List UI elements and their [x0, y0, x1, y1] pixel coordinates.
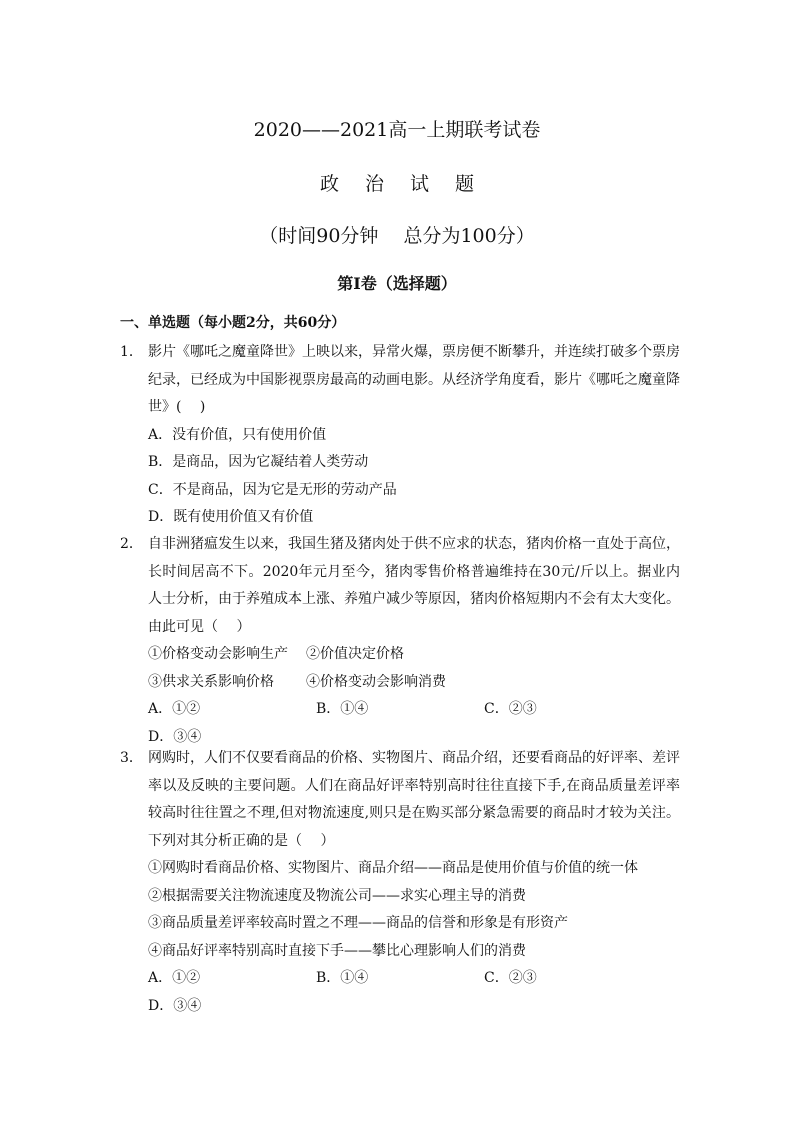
question-number: 3．: [120, 750, 143, 766]
question-stem: [120, 531, 680, 641]
option-d: D．既有使用价值又有价值: [148, 509, 314, 525]
option-a: A．①②: [148, 701, 201, 717]
option-a: A．①②: [148, 970, 201, 986]
option-b: B．是商品，因为它凝结着人类劳动: [148, 454, 369, 470]
statement-3: ③供求关系影响价格: [148, 673, 274, 690]
question-stem: [120, 339, 680, 422]
option-b: B．①④: [316, 970, 369, 986]
question-number: 1．: [120, 344, 143, 360]
time-info: （时间90分钟 总分为100分）: [259, 225, 535, 247]
section-heading: 一、单选题（每小题2分，共60分）: [120, 315, 346, 331]
question-text: 网购时，人们不仅要看商品的价格、实物图片、商品介绍，还要看商品的好评率、差评率以及反映的主要问题。人们在商品好评率特别高时往往直接下手,在商品质量差评率较高时往往置之不理,但对物流速度,则只是在购买部分紧急需要的商品时才较为关注。下列对其分析正确的是（ ）: [148, 750, 680, 849]
option-d: D．③④: [148, 728, 202, 745]
part-title: 第Ⅰ卷（选择题）: [337, 274, 457, 293]
statement-2: ②价值决定价格: [306, 646, 404, 662]
option-row: [120, 965, 680, 993]
statement-1: ①价格变动会影响生产: [148, 646, 288, 662]
question-1: [120, 339, 680, 532]
option-a: A．没有价值，只有使用价值: [148, 426, 327, 443]
question-text: 影片《哪吒之魔童降世》上映以来，异常火爆，票房便不断攀升，并连续打破多个票房纪录，已经成为中国影视票房最高的动画电影。从经济学角度看，影片《哪吒之魔童降世》( ): [148, 344, 680, 415]
question-3: [120, 745, 680, 1020]
option-row: [120, 696, 680, 724]
statement-3: ③商品质量差评率较高时置之不理——商品的信誉和形象是有形资产: [148, 915, 568, 931]
statement-4: ④商品好评率特别高时直接下手——攀比心理影响人们的消费: [148, 942, 526, 959]
option-c: C．②③: [484, 970, 537, 986]
option-c: C．②③: [484, 701, 537, 717]
option-c: C．不是商品，因为它是无形的劳动产品: [148, 481, 397, 498]
option-b: B．①④: [316, 701, 369, 717]
exam-title: 2020——2021高一上期联考试卷: [253, 119, 541, 141]
statement-1: ①网购时看商品价格、实物图片、商品介绍——商品是使用价值与价值的统一体: [148, 860, 638, 876]
option-d: D．③④: [148, 997, 202, 1014]
question-number: 2．: [120, 536, 143, 552]
statement-row: [120, 669, 680, 697]
question-text: 自非洲猪瘟发生以来，我国生猪及猪肉处于供不应求的状态，猪肉价格一直处于高位，长时间居高不下。2020年元月至今，猪肉零售价格普遍维持在30元/斤以上。据业内人士分析，由于养殖成本上涨、养殖户减少等原因，猪肉价格短期内不会有太大变化。由此可见（ ）: [148, 536, 680, 635]
subject-title: 政治试题: [319, 173, 500, 195]
statement-row: [120, 641, 680, 669]
statement-4: ④价格变动会影响消费: [306, 673, 446, 690]
question-stem: [120, 745, 680, 855]
statement-2: ②根据需要关注物流速度及物流公司——求实心理主导的消费: [148, 887, 526, 904]
question-2: [120, 531, 680, 751]
